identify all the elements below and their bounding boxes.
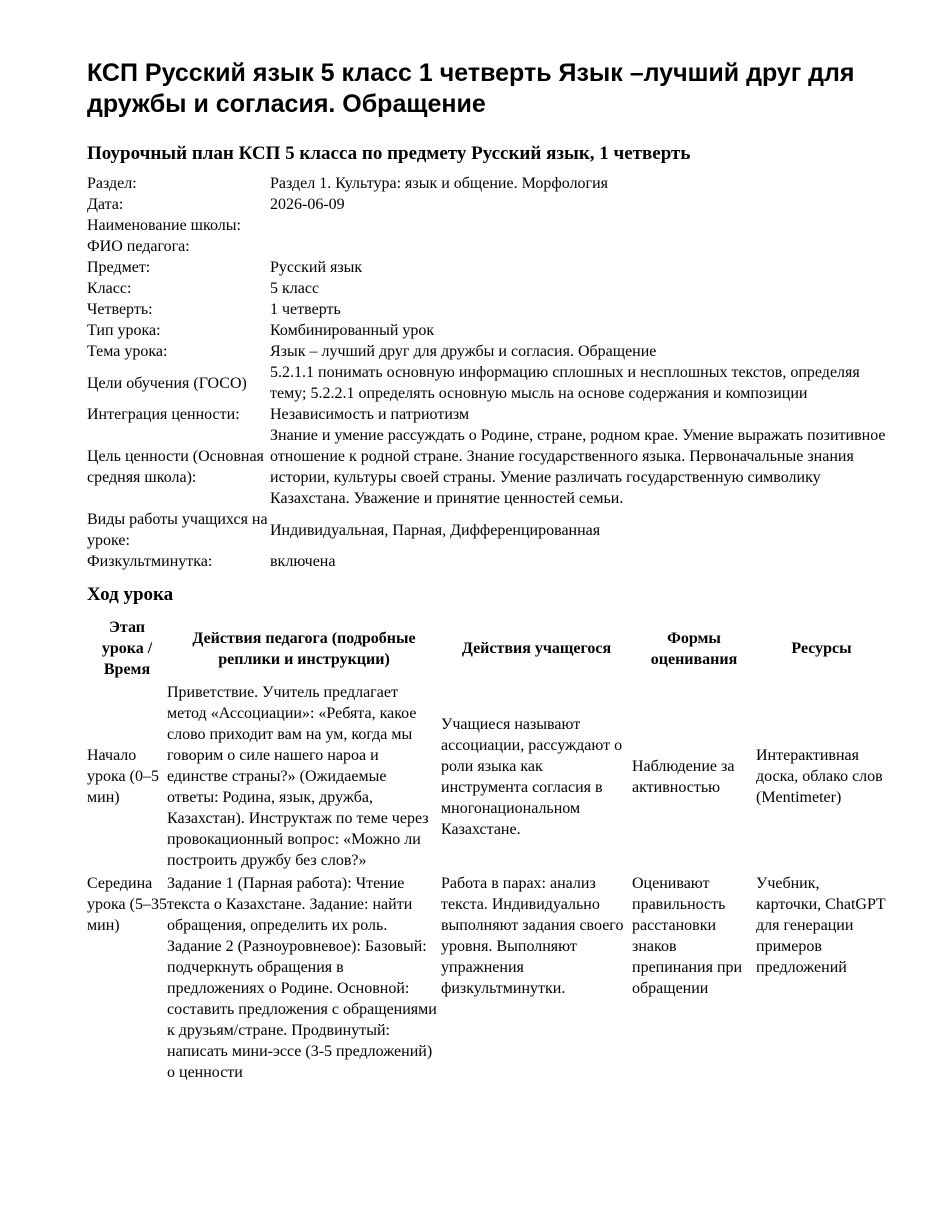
info-label: Тип урока: — [87, 322, 161, 339]
info-row-value-goal — [87, 425, 887, 509]
lesson-info-table — [87, 173, 887, 572]
header-teacher-actions: Действия педагога (подробные реплики и инструкции) — [192, 629, 416, 668]
info-value: Язык – лучший друг для дружбы и согласия. Обращение — [270, 343, 657, 360]
info-label: Виды работы учащихся на уроке: — [87, 511, 268, 549]
info-label: Тема урока: — [87, 343, 168, 360]
document-title: КСП Русский язык 5 класс 1 четверть Язык –лучший друг для дружбы и согласия. Обращение — [87, 59, 855, 118]
info-row-teacher — [87, 236, 887, 257]
row-stage: Начало урока (0–5 мин) — [87, 747, 159, 806]
row-resources: Интерактивная доска, облако слов (Mentimeter) — [756, 747, 883, 806]
info-row-exercise-break — [87, 551, 887, 572]
header-assessment: Формы оценивания — [650, 629, 738, 668]
info-row-grade — [87, 278, 887, 299]
info-value: 2026-06-09 — [270, 196, 345, 213]
row-student-actions: Учащиеся называют ассоциации, рассуждают о роли языка как инструмента согласия в многонациональном Казахстане. — [441, 715, 623, 838]
row-teacher-actions: Приветствие. Учитель предлагает метод «Ассоциации»: «Ребята, какое слово приходит вам на ум, когда мы говорим о силе нашего нароа и единстве страны?» (Ожидаемые ответы: Родина, язык, дружба, Казахстан). Инструктаж по теме через провокационный вопрос: «Можно ли построить дружбу без слов?» — [167, 684, 429, 869]
info-row-value-integration — [87, 404, 887, 425]
info-value — [270, 215, 887, 236]
info-row-subject — [87, 257, 887, 278]
info-row-date — [87, 194, 887, 215]
info-label: Наименование школы: — [87, 217, 241, 234]
header-stage: Этап урока / Время — [101, 619, 153, 678]
row-student-actions: Работа в парах: анализ текста. Индивидуально выполняют задания своего уровня. Выполняют упражнения физкультминутки. — [441, 875, 624, 997]
info-row-topic — [87, 341, 887, 362]
info-value: Комбинированный урок — [270, 322, 435, 339]
header-student-actions: Действия учащегося — [461, 640, 612, 657]
info-row-learning-goals — [87, 362, 887, 404]
info-row-work-types — [87, 509, 887, 551]
info-value: Независимость и патриотизм — [270, 406, 470, 423]
info-label: Цели обучения (ГОСО) — [87, 374, 247, 392]
row-assessment: Наблюдение за активностью — [632, 757, 735, 796]
info-label: ФИО педагога: — [87, 238, 190, 255]
info-value: Раздел 1. Культура: язык и общение. Морфология — [270, 175, 609, 192]
header-resources: Ресурсы — [791, 640, 852, 657]
lesson-flow-heading: Ход урока — [87, 584, 174, 605]
info-value — [270, 236, 887, 257]
table-row — [87, 682, 887, 871]
lesson-flow-table — [87, 613, 887, 1083]
info-label: Дата: — [87, 196, 124, 213]
document-subtitle: Поурочный план КСП 5 класса по предмету Русский язык, 1 четверть — [87, 143, 691, 164]
document-page — [87, 58, 887, 1083]
row-stage: Середина урока (5–35 мин) — [87, 875, 167, 934]
info-label: Цель ценности (Основная средняя школа): — [87, 448, 264, 486]
info-label: Класс: — [87, 280, 132, 297]
info-row-lesson-type — [87, 320, 887, 341]
table-row — [87, 871, 887, 1083]
info-value: 5 класс — [270, 280, 320, 297]
info-label: Предмет: — [87, 259, 151, 276]
row-resources: Учебник, карточки, ChatGPT для генерации примеров предложений — [756, 875, 886, 976]
lesson-table-header-row — [87, 613, 887, 682]
info-row-section — [87, 173, 887, 194]
info-value: 1 четверть — [270, 301, 341, 318]
row-teacher-actions: Задание 1 (Парная работа): Чтение текста о Казахстане. Задание: найти обращения, определить их роль. Задание 2 (Разноуровневое): Базовый: подчеркнуть обращения в предложениях о Родине. Основной: составить предложения с обращениями к друзьям/стране. Продвинутый: написать мини-эссе (3-5 предложений) о ценности — [167, 875, 437, 1081]
info-row-quarter — [87, 299, 887, 320]
info-label: Раздел: — [87, 175, 137, 192]
info-value: Знание и умение рассуждать о Родине, стране, родном крае. Умение выражать позитивное отношение к родной стране. Знание государственного языка. Первоначальные знания истории, культуры своей страны. Умение различать государственную символику Казахстана. Уважение и принятие ценностей семьи. — [270, 427, 886, 507]
info-label: Интеграция ценности: — [87, 406, 240, 423]
info-value: включена — [270, 553, 336, 570]
info-value: Индивидуальная, Парная, Дифференцированная — [270, 521, 601, 539]
info-value: 5.2.1.1 понимать основную информацию сплошных и несплошных текстов, определяя тему; 5.2.2.1 определять основную мысль на основе содержания и композиции — [270, 364, 860, 402]
row-assessment: Оценивают правильность расстановки знаков препинания при обращении — [632, 875, 743, 997]
info-row-school — [87, 215, 887, 236]
info-label: Четверть: — [87, 301, 153, 318]
info-value: Русский язык — [270, 259, 363, 276]
info-label: Физкультминутка: — [87, 553, 213, 570]
